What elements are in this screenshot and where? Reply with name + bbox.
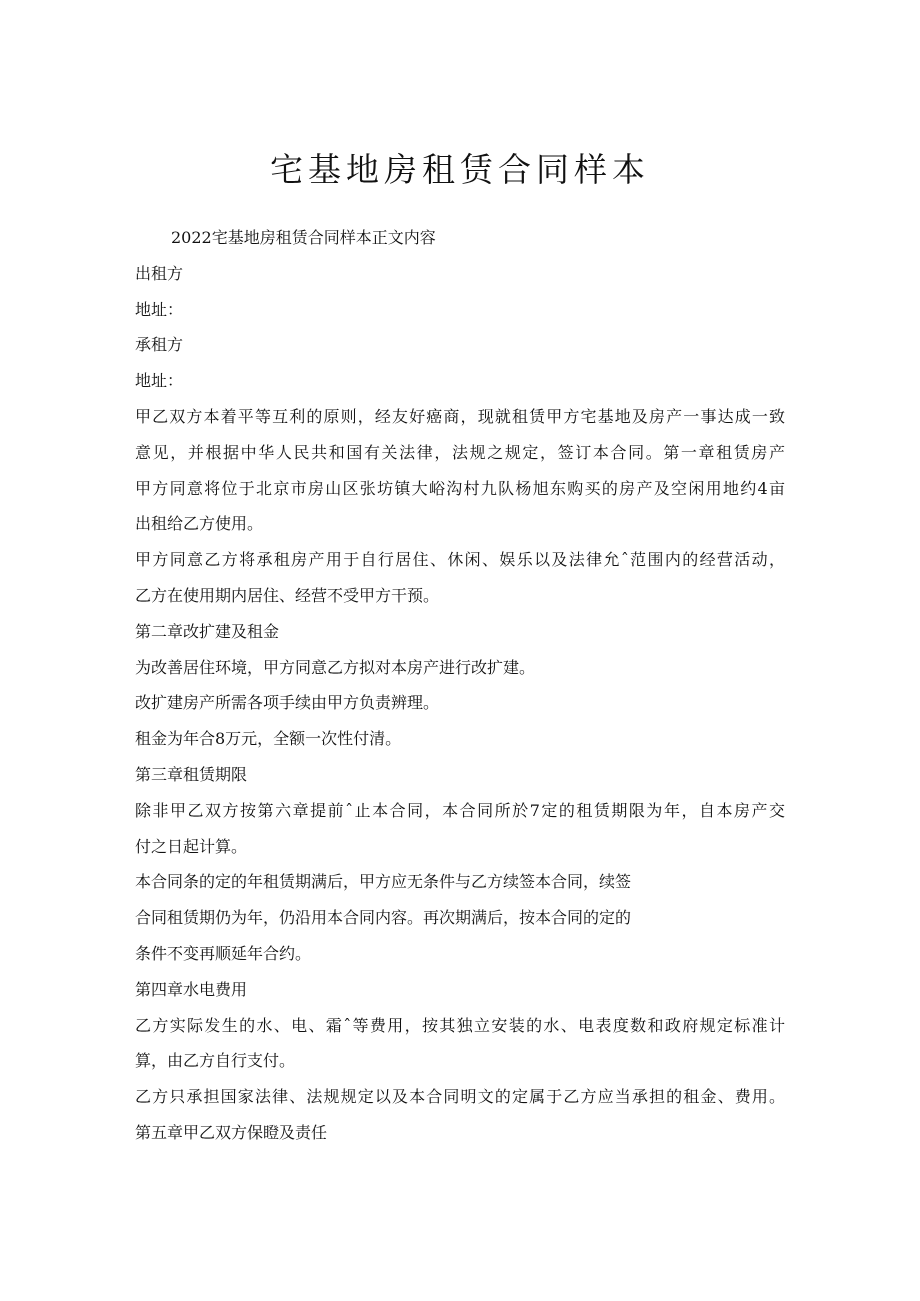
subtitle-line: 2022宅基地房租赁合同样本正文内容 (171, 228, 436, 247)
chapter-heading: 第三章租赁期限 (135, 764, 248, 784)
paragraph-line: 合同租赁期仍为年，仍沿用本合同内容。再次期满后，按本合同的定的 (135, 908, 632, 928)
chapter-heading: 第五章甲乙双方保瞪及责任 (135, 1122, 328, 1142)
paragraph-line: 乙方只承担国家法律、法规规定以及本合同明文的定属于乙方应当承担的租金、费用。 (135, 1087, 785, 1107)
paragraph-line: 租金为年合8万元，全额一次性付清。 (135, 729, 402, 749)
lessor-address-label: 地址： (135, 299, 184, 319)
lessor-label: 出租方 (135, 263, 184, 283)
paragraph-line: 出租给乙方使用。 (135, 514, 264, 534)
paragraph-line: 乙方在使用期内居住、经营不受甲方干预。 (135, 585, 440, 605)
document-title: 宅基地房租赁合同样本 (270, 150, 650, 189)
chapter-heading: 第二章改扩建及租金 (135, 621, 280, 641)
paragraph-line: 意见，并根据中华人民共和国有关法律，法规之规定，签订本合同。第一章租赁房产 (135, 442, 785, 462)
paragraph-line: 乙方实际发生的水、电、霜ˆ等费用，按其独立安装的水、电表度数和政府规定标准计 (135, 1015, 785, 1035)
paragraph-line: 除非甲乙双方按第六章提前ˆ止本合同，本合同所於7定的租赁期限为年，自本房产交 (135, 800, 785, 820)
lessee-label: 承租方 (135, 335, 184, 355)
paragraph-line: 甲方同意乙方将承租房产用于自行居住、休闲、娱乐以及法律允ˆ范围内的经营活动， (135, 550, 785, 570)
paragraph-line: 付之日起计算。 (135, 836, 248, 856)
chapter-heading: 第四章水电费用 (135, 979, 248, 999)
paragraph-line: 甲方同意将位于北京市房山区张坊镇大峪沟村九队杨旭东购买的房产及空闲用地约4亩 (135, 478, 785, 498)
paragraph-line: 条件不变再顺延年合约。 (135, 943, 312, 963)
paragraph-line: 为改善居住环境，甲方同意乙方拟对本房产进行改扩建。 (135, 657, 536, 677)
document-body (135, 228, 785, 1159)
paragraph-line: 甲乙双方本着平等互利的原则，经友好癌商，现就租赁甲方宅基地及房产一事达成一致 (135, 406, 785, 426)
paragraph-line: 本合同条的定的年租赁期满后，甲方应无条件与乙方续签本合同，续签 (135, 872, 632, 892)
paragraph-line: 算，由乙方自行支付。 (135, 1051, 296, 1071)
lessee-address-label: 地址： (135, 371, 184, 391)
paragraph-line: 改扩建房产所需各项手续由甲方负责辨理。 (135, 693, 440, 713)
